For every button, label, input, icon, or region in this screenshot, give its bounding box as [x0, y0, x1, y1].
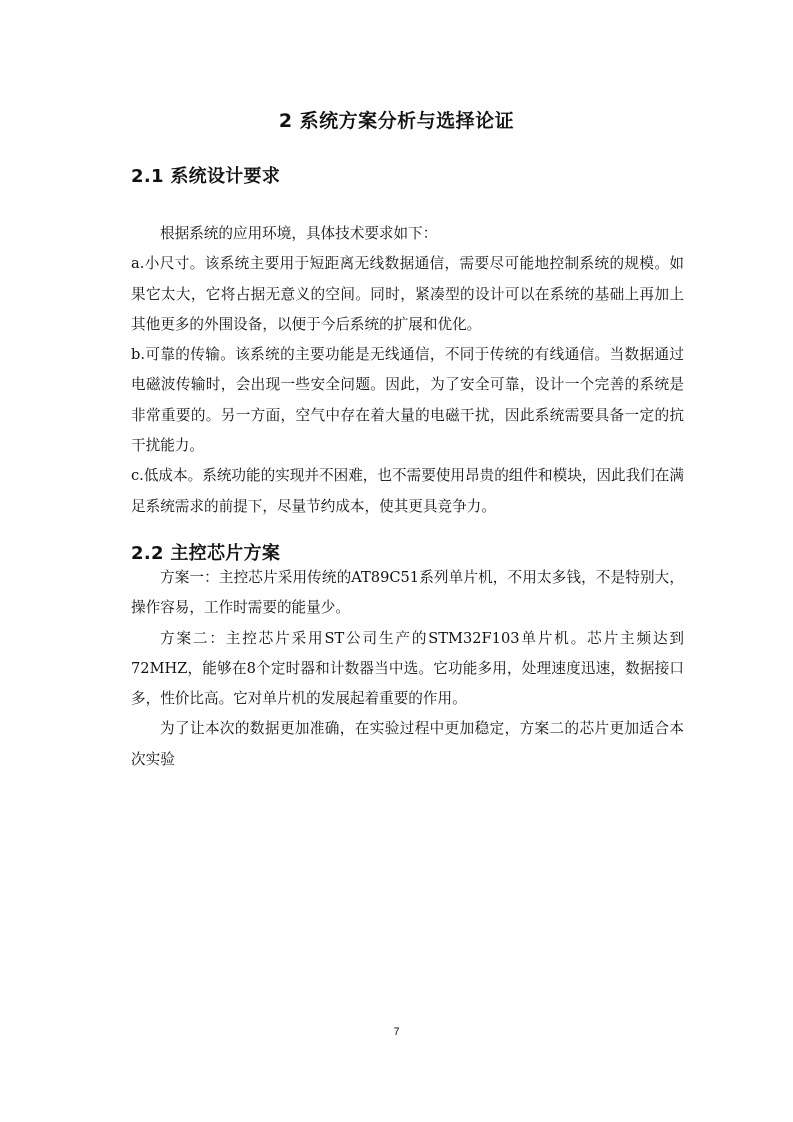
section-2-2-body	[131, 563, 684, 775]
section-2-1-body	[131, 219, 684, 522]
conclusion-paragraph: 为了让本次的数据更加准确，在实验过程中更加稳定，方案二的芯片更加适合本次实验	[131, 720, 684, 768]
section-heading-2-2: 2.2 主控芯片方案	[131, 543, 281, 564]
page-number: 7	[393, 1026, 400, 1038]
requirement-item-c: c.低成本。系统功能的实现并不困难，也不需要使用昂贵的组件和模块，因此我们在满足系统需求的前提下，尽量节约成本，使其更具竞争力。	[131, 467, 684, 515]
option-1-paragraph: 方案一：主控芯片采用传统的AT89C51系列单片机，不用太多钱，不是特别大，操作容易，工作时需要的能量少。	[131, 569, 684, 617]
option-2-paragraph: 方案二：主控芯片采用ST公司生产的STM32F103单片机。芯片主频达到72MHZ，能够在8个定时器和计数器当中选。它功能多用，处理速度迅速，数据接口多，性价比高。它对单片机的发展起着重要的作用。	[131, 629, 684, 708]
section-heading-2-1: 2.1 系统设计要求	[131, 166, 281, 187]
requirement-item-a: a.小尺寸。该系统主要用于短距离无线数据通信，需要尽可能地控制系统的规模。如果它太大，它将占据无意义的空间。同时，紧凑型的设计可以在系统的基础上再加上其他更多的外围设备，以便于今后系统的扩展和优化。	[131, 255, 684, 333]
intro-paragraph: 根据系统的应用环境，具体技术要求如下：	[160, 225, 438, 242]
requirement-item-b: b.可靠的传输。该系统的主要功能是无线通信，不同于传统的有线通信。当数据通过电磁波传输时，会出现一些安全问题。因此，为了安全可靠，设计一个完善的系统是非常重要的。另一方面，空气中存在着大量的电磁干扰，因此系统需要具备一定的抗干扰能力。	[131, 346, 684, 455]
chapter-title: 2 系统方案分析与选择论证	[278, 110, 515, 132]
